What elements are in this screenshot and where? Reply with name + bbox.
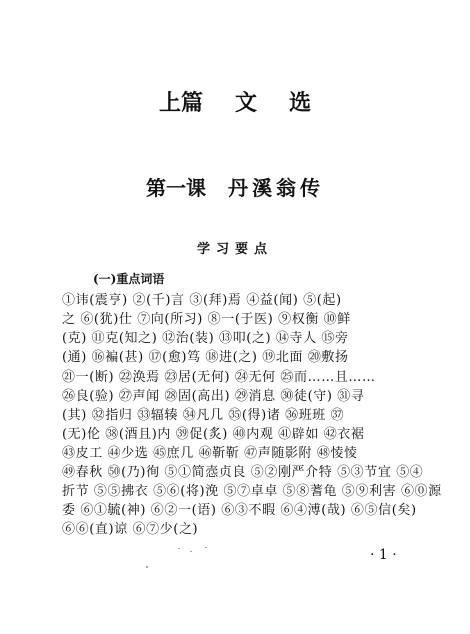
part-title xyxy=(0,86,470,117)
sub-heading: (一)重点词语 xyxy=(93,272,165,286)
vocab-line: ①讳(震亨) ②(千)言 ③(拜)焉 ④益(闻) ⑤(起) xyxy=(62,293,342,308)
section-heading: 学习要点 xyxy=(196,242,273,257)
vocab-line: ⑥⑥(直)谅 ⑥⑦少(之) xyxy=(62,522,199,537)
vocab-line: (无)伦 ㊳(酒且)内 ㊴促(炙) ㊵内观 ㊶辟如 ㊷衣裾 xyxy=(62,427,365,442)
vocab-line: ㉖良(验) ㉗声闻 ㉘固(高出) ㉙消息 ㉚徒(守) ㉛寻 xyxy=(62,389,365,404)
part-title-word-1: 文 xyxy=(234,90,257,116)
vocab-line: 委 ⑥①毓(神) ⑥②一(语) ⑥③不暇 ⑥④溥(哉) ⑥⑤信(矣) xyxy=(62,503,417,518)
part-title-left: 上篇 xyxy=(158,90,203,116)
vocab-line: (克) ⑪克(知之) ⑫治(装) ⑬叩(之) ⑭寺人 ⑮旁 xyxy=(62,331,349,346)
vocab-line: ㊸皮工 ㊹少选 ㊺庶几 ㊻靳靳 ㊼声随影附 ㊽㥄㥄 xyxy=(62,446,358,461)
scan-speck xyxy=(178,548,180,549)
lesson-title xyxy=(0,172,470,201)
scan-speck xyxy=(190,551,192,552)
scan-speck xyxy=(205,547,207,548)
lesson-number: 第一课 xyxy=(146,176,206,200)
vocab-line: ㉑一(断) ㉒涣焉 ㉓居(无何) ㉔无何 ㉕而……且…… xyxy=(62,370,376,385)
vocab-line: ㊾春秋 ㊿(乃)徇 ⑤①简悫贞良 ⑤②刚严介特 ⑤③节宜 ⑤④ xyxy=(62,465,424,480)
vocab-line: (通) ⑯褊(甚) ⑰(愈)笃 ⑱进(之) ⑲北面 ⑳敷扬 xyxy=(62,350,349,365)
part-title-word-2: 选 xyxy=(289,90,312,116)
scan-speck xyxy=(146,566,148,568)
page-number: · 1 · xyxy=(370,547,397,563)
vocab-line: (其) ㉜指归 ㉝辐辏 ㉞凡几 ㉟(得)诸 ㊱班班 ㊲ xyxy=(62,408,345,423)
vocab-line: 折节 ⑤⑤拂衣 ⑤⑥(将)浼 ⑤⑦卓卓 ⑤⑧蓍龟 ⑤⑨利害 ⑥⓪源 xyxy=(62,484,442,499)
lesson-name: 丹溪翁传 xyxy=(228,176,324,200)
vocab-line: 之 ⑥(犹)仕 ⑦向(所习) ⑧一(于医) ⑨权衡 ⑩鲜 xyxy=(62,312,351,327)
